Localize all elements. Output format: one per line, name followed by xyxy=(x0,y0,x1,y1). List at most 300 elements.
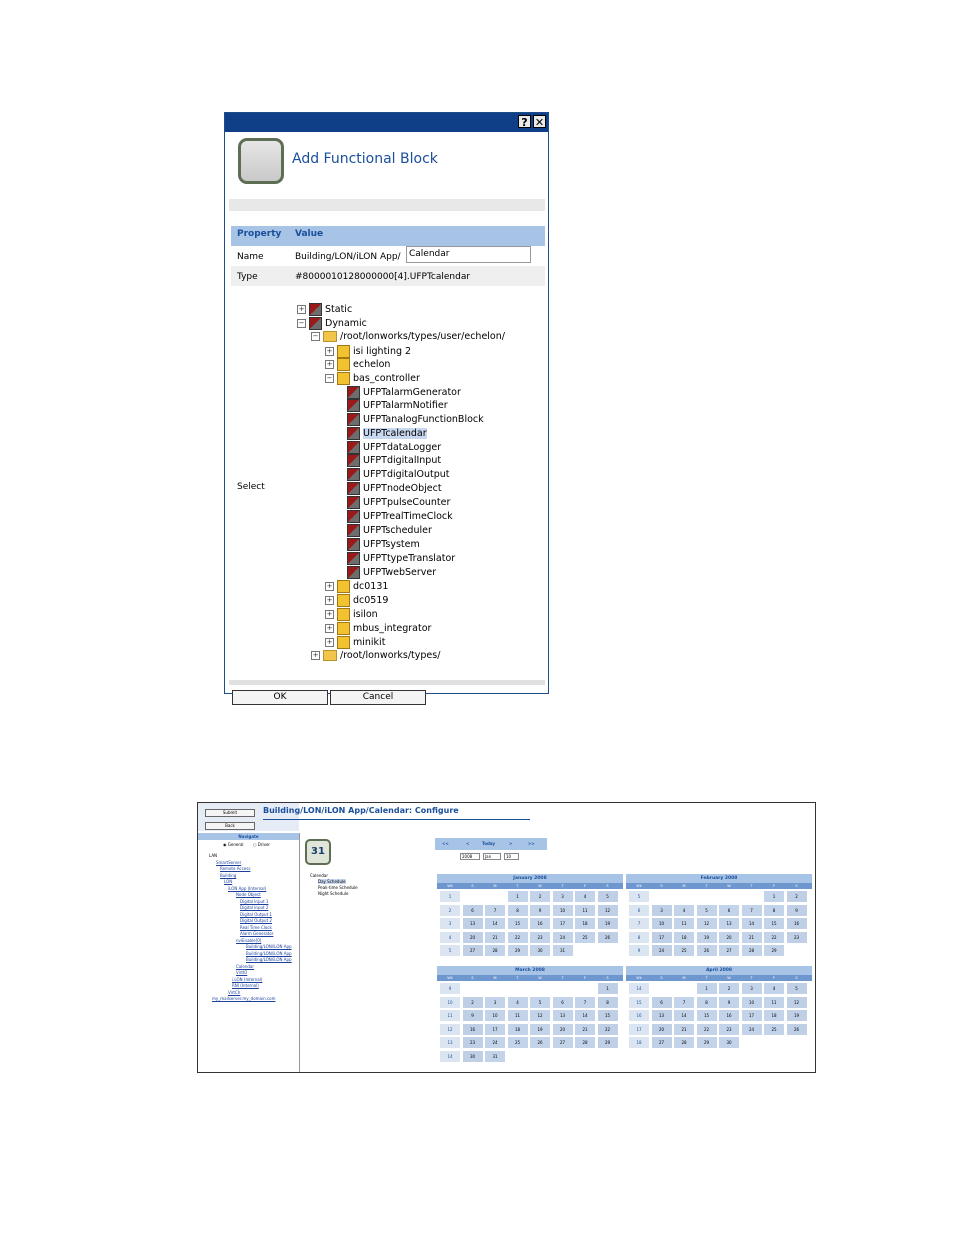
tree-item[interactable] xyxy=(325,636,385,650)
week-number-cell[interactable]: 17 xyxy=(629,1024,649,1035)
ok-button[interactable]: OK xyxy=(232,690,328,705)
day-cell[interactable]: 18 xyxy=(674,932,694,943)
tree-item[interactable] xyxy=(311,650,440,664)
day-cell[interactable]: 11 xyxy=(508,1010,528,1021)
day-cell[interactable]: 18 xyxy=(575,918,595,929)
collapse-icon[interactable]: − xyxy=(298,319,305,327)
nav-tree-item[interactable]: SmartServer xyxy=(216,859,242,865)
weekday-label: M xyxy=(682,976,686,980)
day-cell[interactable]: 8 xyxy=(508,905,528,916)
day-cell xyxy=(575,1051,595,1062)
week-number-cell[interactable]: 13 xyxy=(440,1037,460,1048)
day-cell[interactable]: 23 xyxy=(463,1037,483,1048)
tree-item-label: UFPTalarmNotifier xyxy=(363,400,448,411)
prev-year-button[interactable]: << xyxy=(442,841,449,846)
day-cell xyxy=(463,891,483,902)
cube-icon xyxy=(347,566,360,579)
type-label: Type xyxy=(237,272,258,282)
day-cell[interactable]: 5 xyxy=(787,983,807,994)
tree-item[interactable] xyxy=(325,580,388,594)
tree-item-label: UFPTcalendar xyxy=(363,428,427,439)
cancel-button[interactable]: Cancel xyxy=(330,690,426,705)
day-cell[interactable]: 16 xyxy=(787,918,807,929)
next-year-button[interactable]: >> xyxy=(528,841,535,846)
day-cell[interactable]: 13 xyxy=(553,1010,573,1021)
day-cell[interactable]: 30 xyxy=(530,945,550,956)
nav-tree-item[interactable]: LAN xyxy=(209,853,218,858)
nav-tree-item[interactable]: nviEnable[0] xyxy=(236,937,262,943)
tree-item-label: UFPTdigitalInput xyxy=(363,455,442,466)
today-button[interactable]: Today xyxy=(482,841,495,846)
weekday-label: W xyxy=(538,884,542,888)
tree-item[interactable] xyxy=(297,317,367,331)
tree-item-label: UFPTsystem xyxy=(363,539,420,550)
cube-icon xyxy=(347,468,360,481)
tree-item-label: UFPTalarmGenerator xyxy=(363,387,461,398)
day-cell[interactable]: 31 xyxy=(553,945,573,956)
day-cell[interactable]: 27 xyxy=(719,945,739,956)
day-cell[interactable]: 6 xyxy=(553,997,573,1008)
day-cell[interactable]: 23 xyxy=(530,932,550,943)
day-cell[interactable]: 25 xyxy=(764,1024,784,1035)
weekday-label: S xyxy=(660,976,663,980)
day-cell[interactable]: 27 xyxy=(553,1037,573,1048)
nav-tree-item[interactable]: Calendar xyxy=(236,963,254,969)
day-cell[interactable]: 19 xyxy=(697,932,717,943)
day-cell[interactable]: 19 xyxy=(787,1010,807,1021)
week-number-cell[interactable]: 16 xyxy=(629,1010,649,1021)
expand-icon[interactable]: + xyxy=(326,360,333,368)
configure-title: Building/LON/iLON App/Calendar: Configure xyxy=(263,806,459,815)
day-cell[interactable]: 20 xyxy=(463,932,483,943)
day-cell[interactable]: 12 xyxy=(787,997,807,1008)
weekday-header xyxy=(437,883,623,889)
day-cell[interactable]: 6 xyxy=(719,905,739,916)
day-cell[interactable]: 17 xyxy=(652,932,672,943)
day-cell[interactable]: 12 xyxy=(598,905,618,916)
day-cell[interactable]: 19 xyxy=(530,1024,550,1035)
tree-item[interactable] xyxy=(347,468,449,482)
tree-item[interactable] xyxy=(325,622,431,636)
week-number-cell[interactable]: 1 xyxy=(440,891,460,902)
tree-item-label: UFPTtypeTranslator xyxy=(363,553,456,564)
weekday-label: W xyxy=(727,884,731,888)
day-cell[interactable]: 15 xyxy=(598,1010,618,1021)
weekday-label: T xyxy=(750,884,753,888)
day-cell[interactable]: 14 xyxy=(575,1010,595,1021)
expand-icon[interactable]: + xyxy=(326,610,333,618)
name-prefix: Building/LON/iLON App/ xyxy=(295,252,401,262)
weekday-label: S xyxy=(606,884,609,888)
tree-item[interactable] xyxy=(347,441,441,455)
nav-tree-item[interactable]: RNI (Internal) xyxy=(232,983,259,988)
month-title: February 2008 xyxy=(626,874,812,883)
nav-tree-item[interactable]: Remote Access xyxy=(220,866,251,871)
week-number-cell[interactable]: 8 xyxy=(629,932,649,943)
tree-item-label: UFPTscheduler xyxy=(363,525,432,536)
day-cell xyxy=(485,983,505,994)
day-cell[interactable]: 7 xyxy=(742,905,762,916)
tree-item[interactable] xyxy=(347,566,436,580)
day-cell[interactable]: 21 xyxy=(674,1024,694,1035)
day-cell[interactable]: 24 xyxy=(742,1024,762,1035)
week-number-cell[interactable]: 9 xyxy=(440,983,460,994)
day-cell[interactable]: 15 xyxy=(508,918,528,929)
day-cell[interactable]: 24 xyxy=(553,932,573,943)
cube-icon xyxy=(347,386,360,399)
day-cell[interactable]: 18 xyxy=(764,1010,784,1021)
day-cell[interactable]: 16 xyxy=(530,918,550,929)
day-cell[interactable]: 3 xyxy=(652,905,672,916)
week-number-cell[interactable]: 5 xyxy=(440,945,460,956)
day-cell[interactable]: 21 xyxy=(485,932,505,943)
nav-tree-item[interactable]: Digital Output 1 xyxy=(240,911,272,917)
expand-icon[interactable]: + xyxy=(298,305,305,313)
day-cell[interactable]: 25 xyxy=(508,1037,528,1048)
name-input[interactable]: Calendar xyxy=(406,246,531,263)
day-cell xyxy=(508,983,528,994)
day-cell[interactable]: 16 xyxy=(719,1010,739,1021)
nav-tree-item[interactable]: iLON App (Internal) xyxy=(228,885,267,891)
day-cell[interactable]: 2 xyxy=(787,891,807,902)
collapse-icon[interactable]: − xyxy=(312,332,319,340)
day-cell[interactable]: 1 xyxy=(598,983,618,994)
day-cell[interactable]: 9 xyxy=(719,997,739,1008)
week-number-cell[interactable]: 5 xyxy=(629,891,649,902)
day-cell xyxy=(508,1051,528,1062)
day-cell[interactable]: 9 xyxy=(463,1010,483,1021)
radio-driver[interactable]: ○ Driver xyxy=(253,842,271,847)
day-cell[interactable]: 28 xyxy=(485,945,505,956)
back-button[interactable]: Back xyxy=(205,822,255,830)
day-cell[interactable]: 23 xyxy=(787,932,807,943)
tree-item[interactable] xyxy=(347,399,448,413)
day-cell[interactable]: 2 xyxy=(463,997,483,1008)
week-number-cell[interactable]: 4 xyxy=(440,932,460,943)
day-cell[interactable]: 4 xyxy=(764,983,784,994)
month-select[interactable]: Jan xyxy=(483,853,501,860)
week-number-cell[interactable]: 9 xyxy=(629,945,649,956)
day-cell[interactable]: 7 xyxy=(485,905,505,916)
day-cell[interactable]: 16 xyxy=(463,1024,483,1035)
nav-tree-item[interactable]: Building/LON/iLON App xyxy=(246,944,292,949)
day-cell[interactable]: 23 xyxy=(719,1024,739,1035)
day-cell[interactable]: 20 xyxy=(553,1024,573,1035)
day-cell[interactable]: 29 xyxy=(764,945,784,956)
week-number-cell[interactable]: 15 xyxy=(629,997,649,1008)
weekday-label: Wk xyxy=(636,884,642,888)
week-number-cell[interactable]: 14 xyxy=(629,983,649,994)
week-number-cell[interactable]: 6 xyxy=(629,905,649,916)
day-cell[interactable]: 13 xyxy=(463,918,483,929)
prev-month-button[interactable]: < xyxy=(466,841,470,846)
day-cell[interactable]: 26 xyxy=(598,932,618,943)
day-cell[interactable]: 8 xyxy=(764,905,784,916)
tree-item-label: UFPTrealTimeClock xyxy=(363,511,453,522)
tree-item[interactable] xyxy=(347,482,442,496)
day-cell[interactable]: 29 xyxy=(508,945,528,956)
expand-icon[interactable]: + xyxy=(326,582,333,590)
nav-tree-item[interactable]: VirtIO xyxy=(236,970,248,975)
nav-tree-item[interactable]: Building xyxy=(220,872,237,878)
schedule-tree-item[interactable]: Calendar xyxy=(310,873,328,878)
day-cell[interactable]: 26 xyxy=(530,1037,550,1048)
week-number-cell[interactable]: 18 xyxy=(629,1037,649,1048)
day-cell[interactable]: 21 xyxy=(575,1024,595,1035)
day-cell[interactable]: 17 xyxy=(485,1024,505,1035)
nav-tree-item[interactable]: Digital Output 2 xyxy=(240,918,272,923)
tree-item[interactable] xyxy=(347,454,441,468)
day-cell[interactable]: 4 xyxy=(575,891,595,902)
day-cell[interactable]: 6 xyxy=(652,997,672,1008)
tree-item[interactable] xyxy=(325,358,390,372)
day-cell[interactable]: 2 xyxy=(719,983,739,994)
day-cell[interactable]: 1 xyxy=(508,891,528,902)
day-cell[interactable]: 22 xyxy=(697,1024,717,1035)
type-row xyxy=(231,266,545,286)
month-title: April 2008 xyxy=(626,966,812,975)
day-cell[interactable]: 11 xyxy=(674,918,694,929)
day-cell[interactable]: 26 xyxy=(787,1024,807,1035)
day-cell[interactable]: 27 xyxy=(463,945,483,956)
weekday-label: T xyxy=(561,884,564,888)
tree-item-label: isilon xyxy=(353,609,378,620)
day-cell[interactable]: 1 xyxy=(697,983,717,994)
day-cell[interactable]: 30 xyxy=(719,1037,739,1048)
next-month-button[interactable]: > xyxy=(509,841,513,846)
weekday-label: F xyxy=(583,976,586,980)
day-cell[interactable]: 28 xyxy=(575,1037,595,1048)
cube-icon xyxy=(347,552,360,565)
day-cell[interactable]: 10 xyxy=(553,905,573,916)
weekday-label: S xyxy=(471,884,474,888)
name-row xyxy=(231,246,545,266)
day-cell xyxy=(553,983,573,994)
weekday-label: Wk xyxy=(636,976,642,980)
select-label: Select xyxy=(237,482,265,492)
cube-icon xyxy=(347,441,360,454)
day-cell xyxy=(553,1051,573,1062)
day-cell[interactable]: 5 xyxy=(530,997,550,1008)
weekday-label: M xyxy=(493,884,497,888)
tree-item[interactable] xyxy=(347,524,432,538)
day-cell[interactable]: 10 xyxy=(485,1010,505,1021)
day-cell[interactable]: 18 xyxy=(508,1024,528,1035)
day-cell[interactable]: 22 xyxy=(598,1024,618,1035)
tree-item-label: dc0131 xyxy=(353,581,389,592)
expand-icon[interactable]: + xyxy=(326,638,333,646)
expand-icon[interactable]: + xyxy=(326,596,333,604)
schedule-tree-item[interactable]: Peak-time Schedule xyxy=(318,885,358,890)
nav-tree-item[interactable]: Alarm Generator xyxy=(240,931,274,936)
day-cell xyxy=(652,891,672,902)
day-cell xyxy=(787,1037,807,1048)
week-number-cell[interactable]: 14 xyxy=(440,1051,460,1062)
tree-item[interactable] xyxy=(311,331,505,345)
tree-item-label: UFPTdataLogger xyxy=(363,442,442,453)
day-cell[interactable]: 14 xyxy=(485,918,505,929)
close-button[interactable]: ✕ xyxy=(534,116,545,129)
week-number-cell[interactable]: 11 xyxy=(440,1010,460,1021)
tree-item[interactable] xyxy=(347,496,450,510)
expand-icon[interactable]: + xyxy=(312,651,319,659)
nav-tree-item[interactable]: Node Object xyxy=(236,892,261,897)
day-cell[interactable]: 11 xyxy=(575,905,595,916)
day-cell xyxy=(575,945,595,956)
tree-item-label: UFPTpulseCounter xyxy=(363,497,451,508)
tree-item[interactable] xyxy=(325,345,411,359)
weekday-label: F xyxy=(772,884,775,888)
day-cell[interactable]: 7 xyxy=(575,997,595,1008)
day-cell[interactable]: 25 xyxy=(575,932,595,943)
day-cell[interactable]: 30 xyxy=(463,1051,483,1062)
tree-item[interactable] xyxy=(325,608,378,622)
day-cell xyxy=(674,983,694,994)
day-cell[interactable]: 29 xyxy=(598,1037,618,1048)
tree-item[interactable] xyxy=(347,538,420,552)
year-select[interactable]: 2008 xyxy=(460,853,480,860)
tree-item[interactable] xyxy=(347,413,484,427)
day-cell[interactable]: 17 xyxy=(742,1010,762,1021)
day-cell[interactable]: 27 xyxy=(652,1037,672,1048)
day-cell[interactable]: 26 xyxy=(697,945,717,956)
day-cell xyxy=(485,891,505,902)
day-cell[interactable]: 14 xyxy=(742,918,762,929)
day-cell[interactable]: 17 xyxy=(553,918,573,929)
day-cell[interactable]: 8 xyxy=(598,997,618,1008)
day-cell[interactable]: 11 xyxy=(764,997,784,1008)
tree-item[interactable] xyxy=(347,552,455,566)
expand-icon[interactable]: + xyxy=(326,624,333,632)
weekday-label: F xyxy=(772,976,775,980)
day-cell xyxy=(674,891,694,902)
day-cell[interactable]: 4 xyxy=(674,905,694,916)
day-cell[interactable]: 13 xyxy=(652,1010,672,1021)
schedule-tree-item[interactable]: Day Schedule xyxy=(318,879,346,884)
radio-general[interactable]: ◉ General xyxy=(223,842,244,847)
day-cell[interactable]: 10 xyxy=(652,918,672,929)
tree-item[interactable] xyxy=(347,510,453,524)
property-header: Property xyxy=(237,229,282,239)
day-cell[interactable]: 13 xyxy=(719,918,739,929)
day-cell xyxy=(742,891,762,902)
day-cell[interactable]: 2 xyxy=(530,891,550,902)
day-cell[interactable]: 3 xyxy=(485,997,505,1008)
day-select[interactable]: 10 xyxy=(504,853,519,860)
day-cell[interactable]: 28 xyxy=(674,1037,694,1048)
tree-item-label: Static xyxy=(325,304,353,315)
nav-tree-item[interactable]: VirtCh xyxy=(228,989,241,995)
day-cell[interactable]: 21 xyxy=(742,932,762,943)
day-cell xyxy=(575,983,595,994)
day-cell[interactable]: 20 xyxy=(719,932,739,943)
calendar-configure-screenshot xyxy=(197,802,816,1073)
week-number-cell[interactable]: 7 xyxy=(629,918,649,929)
day-cell[interactable]: 20 xyxy=(652,1024,672,1035)
nav-tree-item[interactable]: my_mailserver.my_domain.com xyxy=(212,996,276,1001)
weekday-label: T xyxy=(516,884,519,888)
nav-tree-item[interactable]: Real Time Clock xyxy=(240,924,272,930)
day-cell[interactable]: 4 xyxy=(508,997,528,1008)
day-cell[interactable]: 28 xyxy=(742,945,762,956)
type-value: #8000010128000000[4].UFPTcalendar xyxy=(295,272,471,282)
day-cell[interactable]: 25 xyxy=(674,945,694,956)
cube-icon xyxy=(347,482,360,495)
day-cell[interactable]: 19 xyxy=(598,918,618,929)
day-cell[interactable]: 5 xyxy=(697,905,717,916)
day-cell[interactable]: 3 xyxy=(553,891,573,902)
tree-item[interactable] xyxy=(347,427,427,441)
nav-tree-item[interactable]: i.LON (Internal) xyxy=(232,976,263,982)
day-cell[interactable]: 29 xyxy=(697,1037,717,1048)
day-cell[interactable]: 31 xyxy=(485,1051,505,1062)
day-cell[interactable]: 24 xyxy=(485,1037,505,1048)
tree-item[interactable] xyxy=(347,386,461,400)
radio-general-label: General xyxy=(227,842,244,847)
day-cell[interactable]: 24 xyxy=(652,945,672,956)
calendar-navbar xyxy=(435,838,547,850)
day-cell[interactable]: 12 xyxy=(697,918,717,929)
tree-item-label: mbus_integrator xyxy=(353,623,432,634)
day-cell[interactable]: 22 xyxy=(508,932,528,943)
week-number-cell[interactable]: 2 xyxy=(440,905,460,916)
day-cell[interactable]: 7 xyxy=(674,997,694,1008)
day-cell[interactable]: 9 xyxy=(787,905,807,916)
folder-icon xyxy=(323,331,337,342)
nav-tree-item[interactable]: Building/LON/iLON App xyxy=(246,957,292,962)
day-cell[interactable]: 3 xyxy=(742,983,762,994)
expand-icon[interactable]: + xyxy=(326,347,333,355)
schedule-tree-item[interactable]: Night Schedule xyxy=(318,891,349,896)
day-cell[interactable]: 1 xyxy=(764,891,784,902)
collapse-icon[interactable]: − xyxy=(326,374,333,382)
tree-item[interactable] xyxy=(325,594,388,608)
cube-icon xyxy=(347,538,360,551)
package-icon xyxy=(337,358,350,371)
day-cell[interactable]: 12 xyxy=(530,1010,550,1021)
help-button[interactable]: ? xyxy=(518,115,531,128)
week-number-cell[interactable]: 10 xyxy=(440,997,460,1008)
day-cell[interactable]: 22 xyxy=(764,932,784,943)
weekday-header xyxy=(437,975,623,981)
submit-button[interactable]: Submit xyxy=(205,809,255,817)
weekday-header xyxy=(626,883,812,889)
tree-item[interactable] xyxy=(325,372,420,386)
weekday-label: T xyxy=(516,976,519,980)
day-cell[interactable]: 8 xyxy=(697,997,717,1008)
day-cell xyxy=(652,983,672,994)
cube-icon xyxy=(347,399,360,412)
day-cell[interactable]: 5 xyxy=(598,891,618,902)
nav-tree-item[interactable]: Digital Input 1 xyxy=(240,898,269,904)
week-number-cell[interactable]: 3 xyxy=(440,918,460,929)
cube-icon xyxy=(347,427,360,440)
day-cell xyxy=(530,983,550,994)
day-cell[interactable]: 15 xyxy=(764,918,784,929)
nav-tree-item[interactable]: Digital Input 2 xyxy=(240,905,269,910)
tree-item[interactable] xyxy=(297,303,352,317)
day-cell[interactable]: 15 xyxy=(697,1010,717,1021)
day-cell[interactable]: 10 xyxy=(742,997,762,1008)
day-cell xyxy=(697,891,717,902)
nav-tree-item[interactable]: Building/LON/iLON App xyxy=(246,950,292,956)
nav-tree-item[interactable]: LON xyxy=(224,879,233,884)
week-number-cell[interactable]: 12 xyxy=(440,1024,460,1035)
day-cell[interactable]: 9 xyxy=(530,905,550,916)
day-cell[interactable]: 6 xyxy=(463,905,483,916)
cube-icon xyxy=(347,454,360,467)
day-cell[interactable]: 14 xyxy=(674,1010,694,1021)
